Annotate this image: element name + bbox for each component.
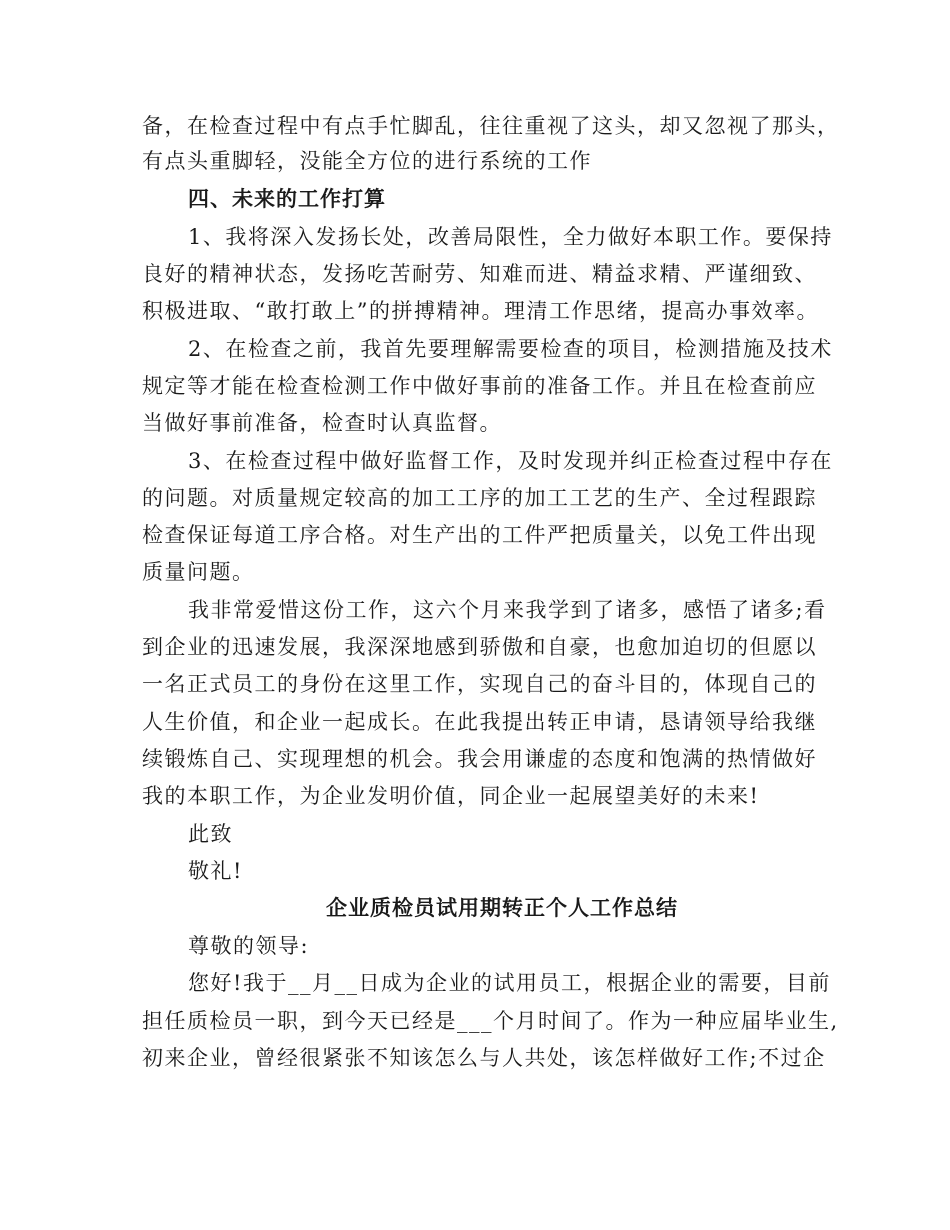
paragraph-line: 人生价值，和企业一起成长。在此我提出转正申请，恳请领导给我继	[142, 710, 817, 734]
paragraph-line: 有点头重脚轻，没能全方位的进行系统的工作	[142, 149, 592, 173]
paragraph-line: 的问题。对质量规定较高的加工工序的加工工艺的生产、全过程跟踪	[142, 486, 817, 510]
paragraph-line: 我非常爱惜这份工作，这六个月来我学到了诸多，感悟了诸多;看	[188, 598, 827, 622]
paragraph-line: 担任质检员一职，到今天已经是___个月时间了。作为一种应届毕业生,	[142, 1009, 839, 1033]
paragraph-line: 当做好事前准备，检查时认真监督。	[142, 411, 502, 435]
paragraph-line: 2、在检查之前，我首先要理解需要检查的项目，检测措施及技术	[188, 337, 833, 361]
paragraph-line: 检查保证每道工序合格。对生产出的工件严把质量关，以免工件出现	[142, 523, 817, 547]
paragraph-line: 您好!我于__月__日成为企业的试用员工，根据企业的需要，目前	[188, 971, 831, 995]
paragraph-line: 备，在检查过程中有点手忙脚乱，往往重视了这头，却又忽视了那头，	[142, 114, 840, 138]
paragraph-line: 我的本职工作，为企业发明价值，同企业一起展望美好的未来!	[142, 784, 760, 808]
section-heading: 四、未来的工作打算	[188, 186, 386, 211]
closing-line: 此致	[188, 822, 233, 846]
paragraph-line: 续锻炼自己、实现理想的机会。我会用谦虚的态度和饱满的热情做好	[142, 747, 817, 771]
paragraph-line: 3、在检查过程中做好监督工作，及时发现并纠正检查过程中存在	[188, 449, 833, 473]
document-title: 企业质检员试用期转正个人工作总结	[326, 895, 678, 920]
paragraph-line: 初来企业，曾经很紧张不知该怎么与人共处，该怎样做好工作;不过企	[142, 1046, 826, 1070]
paragraph-line: 规定等才能在检查检测工作中做好事前的准备工作。并且在检查前应	[142, 374, 817, 398]
paragraph-line: 1、我将深入发扬长处，改善局限性，全力做好本职工作。要保持	[188, 225, 833, 249]
salutation-line: 敬礼!	[188, 859, 243, 883]
paragraph-line: 质量问题。	[142, 560, 255, 584]
paragraph-line: 到企业的迅速发展，我深深地感到骄傲和自豪，也愈加迫切的但愿以	[142, 635, 817, 659]
paragraph-line: 良好的精神状态，发扬吃苦耐劳、知难而进、精益求精、严谨细致、	[142, 262, 817, 286]
paragraph-line: 积极进取、“敢打敢上”的拼搏精神。理清工作思绪，提高办事效率。	[142, 299, 819, 323]
paragraph-line: 一名正式员工的身份在这里工作，实现自己的奋斗目的，体现自己的	[142, 672, 817, 696]
greeting-line: 尊敬的领导:	[188, 934, 310, 958]
